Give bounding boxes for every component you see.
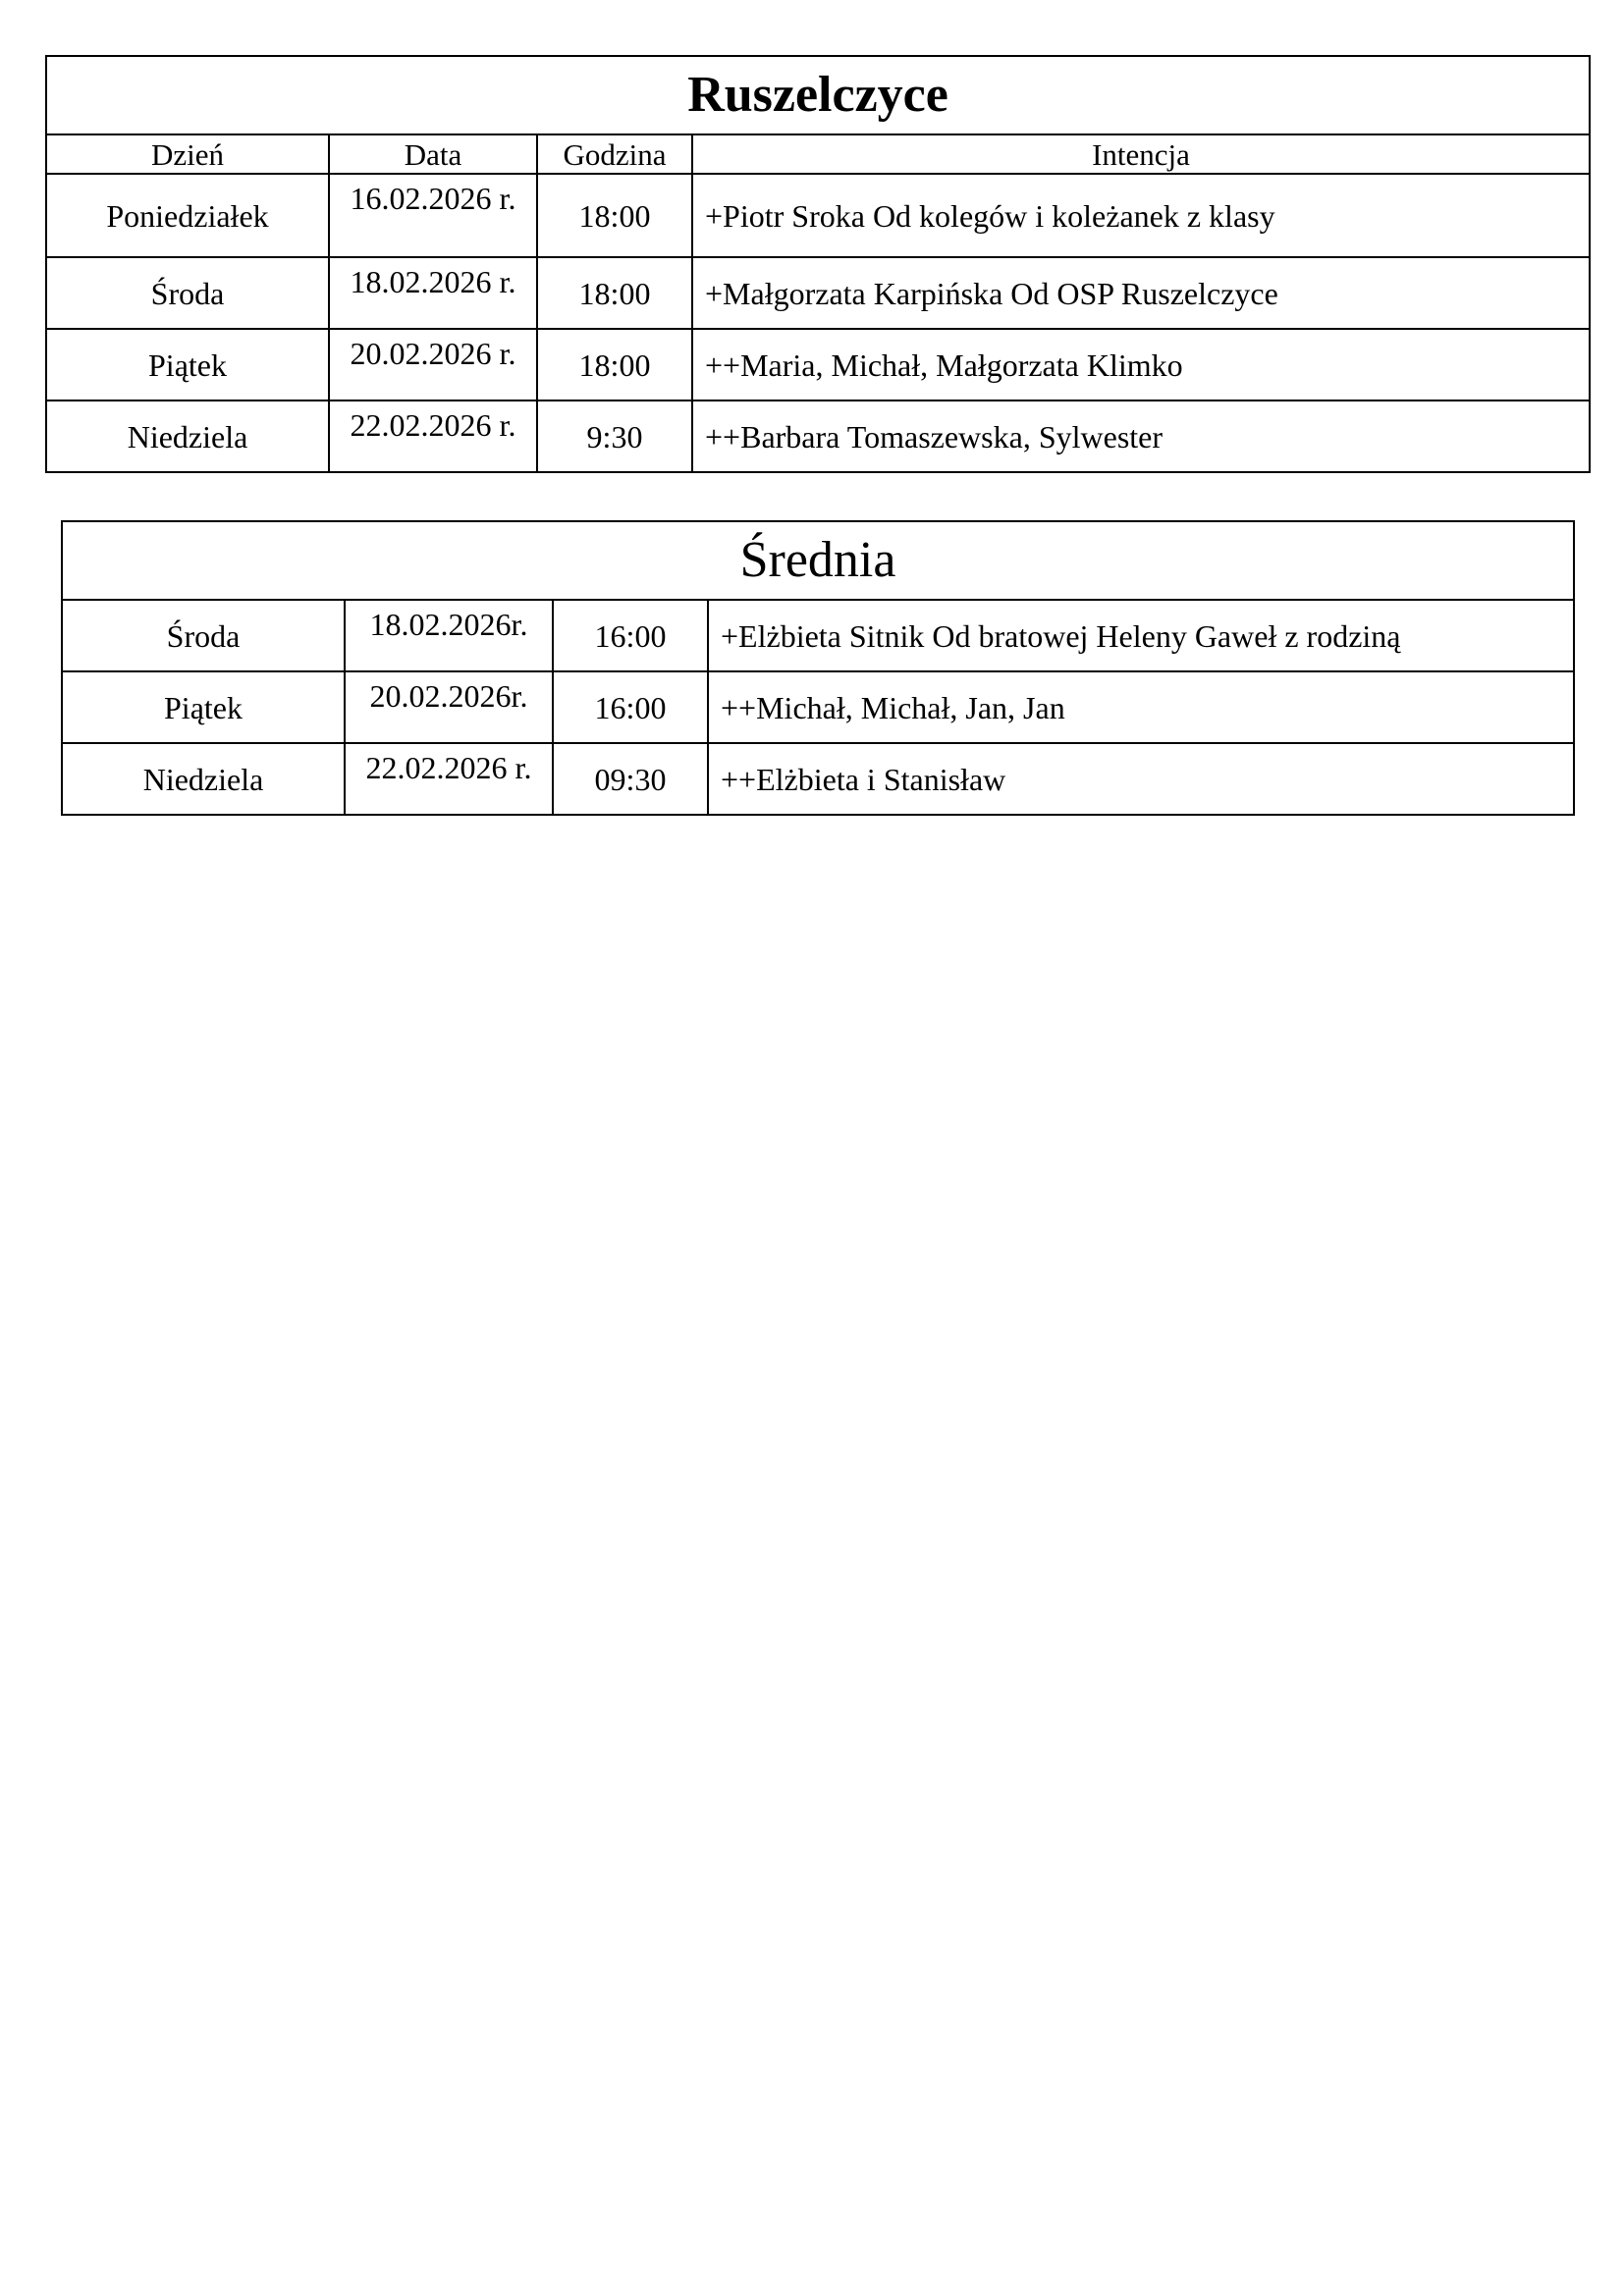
column-header-date: Data bbox=[329, 134, 537, 174]
column-header-time: Godzina bbox=[537, 134, 692, 174]
table-row bbox=[62, 743, 1574, 815]
table-header-row bbox=[46, 134, 1590, 174]
time-cell: 18:00 bbox=[537, 257, 692, 329]
intention-cell: +Elżbieta Sitnik Od bratowej Heleny Gaweł z rodziną bbox=[708, 600, 1574, 671]
table-row bbox=[46, 257, 1590, 329]
column-header-intention: Intencja bbox=[692, 134, 1590, 174]
day-cell: Środa bbox=[46, 257, 329, 329]
intention-cell: ++Michał, Michał, Jan, Jan bbox=[708, 671, 1574, 743]
table-title: Średnia bbox=[62, 521, 1574, 600]
intention-cell: ++Barbara Tomaszewska, Sylwester bbox=[692, 400, 1590, 472]
intention-cell: ++Maria, Michał, Małgorzata Klimko bbox=[692, 329, 1590, 400]
date-cell: 18.02.2026r. bbox=[345, 600, 553, 671]
time-cell: 16:00 bbox=[553, 600, 708, 671]
time-cell: 09:30 bbox=[553, 743, 708, 815]
table-title-row bbox=[62, 521, 1574, 600]
day-cell: Niedziela bbox=[62, 743, 345, 815]
date-cell: 20.02.2026r. bbox=[345, 671, 553, 743]
srednia-table bbox=[61, 520, 1575, 816]
intention-cell: +Małgorzata Karpińska Od OSP Ruszelczyce bbox=[692, 257, 1590, 329]
table-row bbox=[62, 600, 1574, 671]
intention-cell: ++Elżbieta i Stanisław bbox=[708, 743, 1574, 815]
date-cell: 22.02.2026 r. bbox=[345, 743, 553, 815]
table-row bbox=[62, 671, 1574, 743]
table-row bbox=[46, 400, 1590, 472]
table-title: Ruszelczyce bbox=[46, 56, 1590, 134]
time-cell: 18:00 bbox=[537, 329, 692, 400]
day-cell: Poniedziałek bbox=[46, 174, 329, 257]
ruszelczyce-table bbox=[45, 55, 1591, 473]
time-cell: 9:30 bbox=[537, 400, 692, 472]
time-cell: 16:00 bbox=[553, 671, 708, 743]
table-row bbox=[46, 329, 1590, 400]
day-cell: Niedziela bbox=[46, 400, 329, 472]
date-cell: 16.02.2026 r. bbox=[329, 174, 537, 257]
day-cell: Piątek bbox=[46, 329, 329, 400]
time-cell: 18:00 bbox=[537, 174, 692, 257]
table-title-row bbox=[46, 56, 1590, 134]
date-cell: 20.02.2026 r. bbox=[329, 329, 537, 400]
date-cell: 22.02.2026 r. bbox=[329, 400, 537, 472]
date-cell: 18.02.2026 r. bbox=[329, 257, 537, 329]
day-cell: Piątek bbox=[62, 671, 345, 743]
day-cell: Środa bbox=[62, 600, 345, 671]
intention-cell: +Piotr Sroka Od kolegów i koleżanek z klasy bbox=[692, 174, 1590, 257]
table-row bbox=[46, 174, 1590, 257]
column-header-day: Dzień bbox=[46, 134, 329, 174]
